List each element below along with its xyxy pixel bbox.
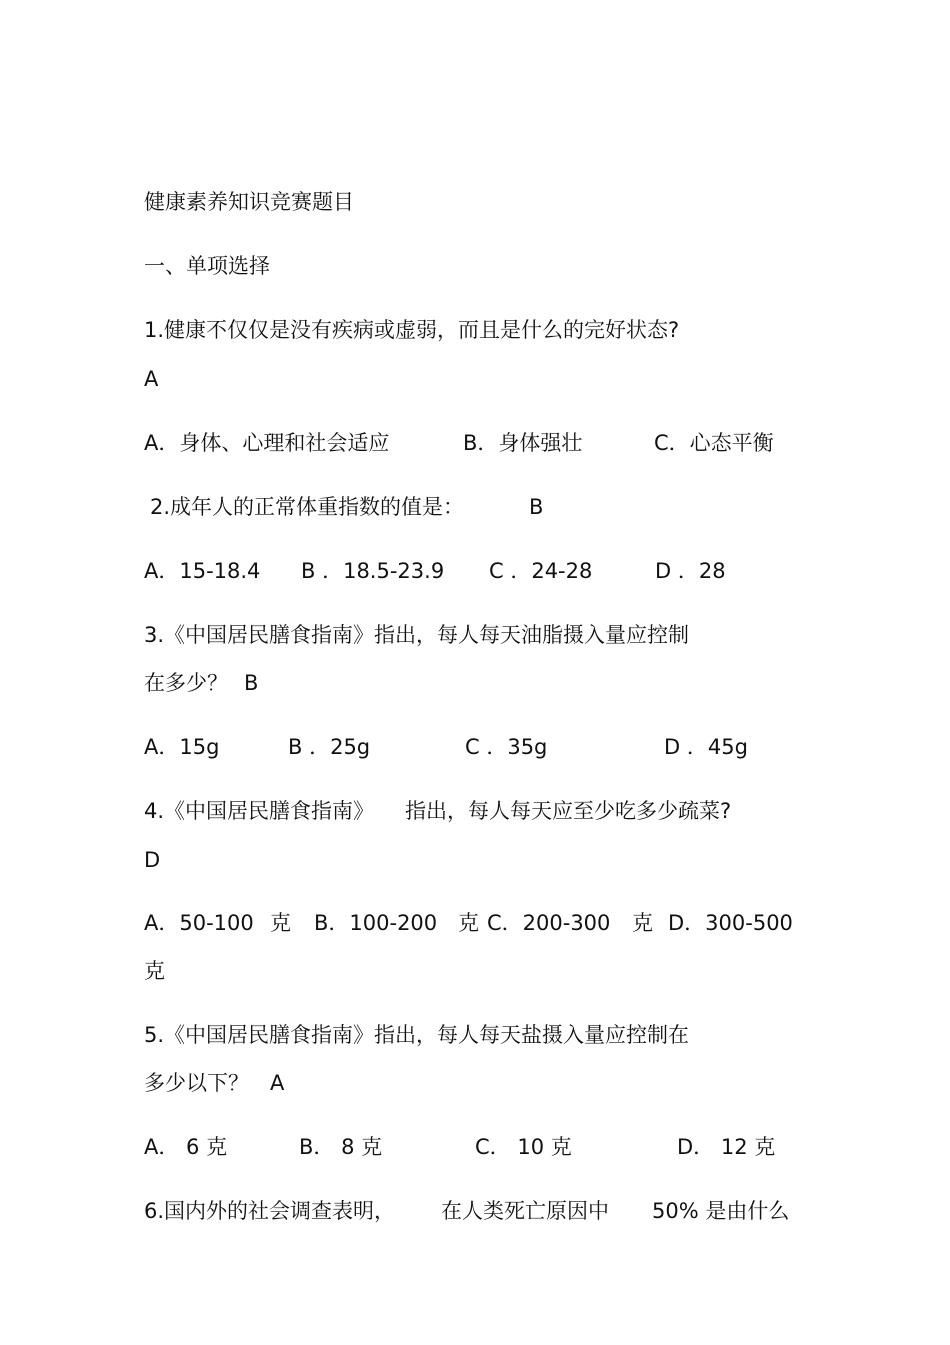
question-4-option-a: A．50-100 <box>144 911 254 935</box>
question-2-option-d: D ．28 <box>655 559 726 583</box>
question-4-unit-c: 克 <box>632 911 653 935</box>
question-5-text-line2: 多少以下？ <box>144 1071 249 1095</box>
question-1-option-a: A．身体、心理和社会适应 <box>144 431 390 455</box>
question-5-text-line1: 5.《中国居民膳食指南》指出，每人每天盐摄入量应控制在 <box>144 1023 690 1047</box>
question-4-option-d: D．300-500 <box>668 911 793 935</box>
question-3-text-line1: 3.《中国居民膳食指南》指出，每人每天油脂摄入量应控制 <box>144 623 690 647</box>
question-2-option-c: C ．24-28 <box>489 559 593 583</box>
question-6-text-part3: 50% 是由什么 <box>652 1199 790 1223</box>
question-3-option-c: C ．35g <box>465 735 548 759</box>
question-2-option-a: A．15-18.4 <box>144 559 261 583</box>
question-6-text-part1: 6.国内外的社会调查表明， <box>144 1199 396 1223</box>
question-5-answer: A <box>270 1071 285 1095</box>
question-1-option-c: C．心态平衡 <box>654 431 774 455</box>
question-5-option-b: B． 8 克 <box>299 1135 383 1159</box>
question-6-text-part2: 在人类死亡原因中 <box>441 1199 609 1223</box>
question-3-option-d: D ．45g <box>664 735 748 759</box>
question-4-unit-b: 克 <box>458 911 479 935</box>
question-1-option-b: B．身体强壮 <box>463 431 583 455</box>
question-4-text-part2: 指出，每人每天应至少吃多少疏菜? <box>405 799 732 823</box>
question-4-text-part1: 4.《中国居民膳食指南》 <box>144 799 375 823</box>
question-3-text-line2: 在多少？ <box>144 671 228 695</box>
question-5-option-a: A． 6 克 <box>144 1135 228 1159</box>
question-4-option-b: B．100-200 <box>314 911 438 935</box>
question-4-option-c: C．200-300 <box>487 911 611 935</box>
question-2-option-b: B ．18.5-23.9 <box>301 559 445 583</box>
question-4-answer: D <box>144 848 161 872</box>
document-title: 健康素养知识竞赛题目 <box>144 190 354 214</box>
question-4-unit-d: 克 <box>144 959 165 983</box>
question-5-option-c: C． 10 克 <box>475 1135 572 1159</box>
question-2-answer: B <box>529 495 544 519</box>
question-3-option-b: B ．25g <box>288 735 371 759</box>
section-heading: 一、单项选择 <box>144 254 270 278</box>
question-3-answer: B <box>244 671 259 695</box>
question-4-unit-a: 克 <box>270 911 291 935</box>
question-2-text: 2.成年人的正常体重指数的值是： <box>150 495 465 519</box>
question-3-option-a: A．15g <box>144 735 220 759</box>
question-1-text: 1.健康不仅仅是没有疾病或虚弱，而且是什么的完好状态? <box>144 318 680 342</box>
question-1-answer: A <box>144 367 159 391</box>
question-5-option-d: D． 12 克 <box>677 1135 776 1159</box>
